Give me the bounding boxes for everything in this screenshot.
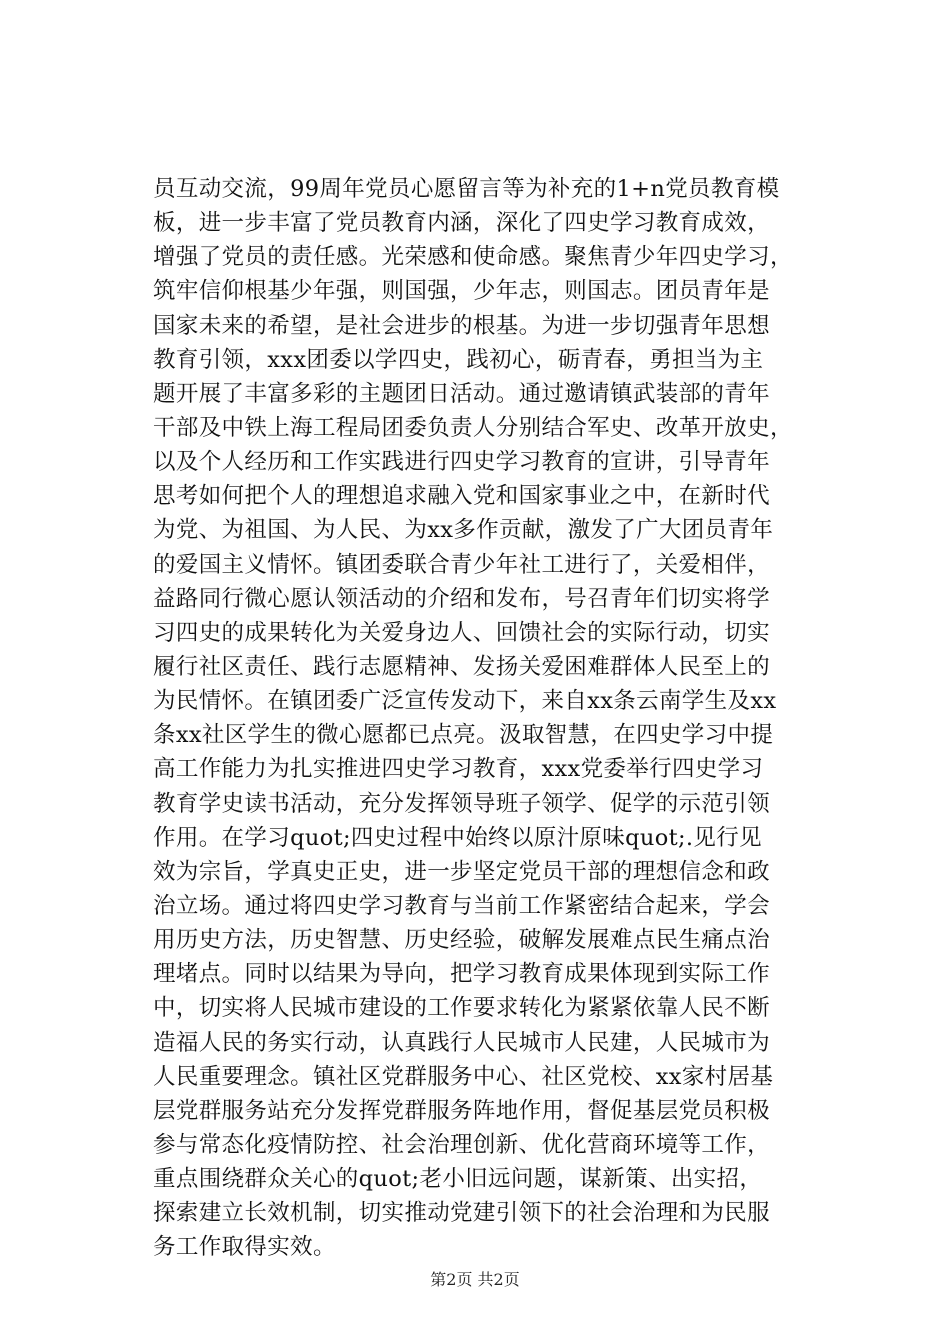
text-line: 板，进一步丰富了党员教育内涵，深化了四史学习教育成效， [153,210,770,237]
text-line: 思考如何把个人的理想追求融入党和国家事业之中，在新时代 [153,483,770,510]
text-line: 理堵点。同时以结果为导向，把学习教育成果体现到实际工作 [153,961,770,988]
text-line: 干部及中铁上海工程局团委负责人分别结合军史、改革开放史， [153,414,793,441]
text-line: 以及个人经历和工作实践进行四史学习教育的宣讲，引导青年 [153,449,770,476]
text-line: 员互动交流，99周年党员心愿留言等为补充的1+n党员教育模 [153,176,780,202]
text-line: 中，切实将人民城市建设的工作要求转化为紧紧依靠人民不断 [153,995,770,1022]
text-line: 为党、为祖国、为人民、为xx多作贡献，激发了广大团员青年 [153,517,774,544]
text-line: 治立场。通过将四史学习教育与当前工作紧密结合起来，学会 [153,892,770,919]
text-line: 效为宗旨，学真史正史，进一步坚定党员干部的理想信念和政 [153,858,770,885]
text-line: 条xx社区学生的微心愿都已点亮。汲取智慧，在四史学习中提 [153,722,774,749]
page-number-footer: 第2页 共2页 [430,1270,520,1289]
text-line: 教育引领，xxx团委以学四史，践初心，砺青春，勇担当为主 [153,346,764,373]
text-line: 探索建立长效机制，切实推动党建引领下的社会治理和为民服 [153,1200,770,1227]
text-line: 参与常态化疫情防控、社会治理创新、优化营商环境等工作， [153,1131,770,1158]
text-line: 国家未来的希望，是社会进步的根基。为进一步切强青年思想 [153,312,770,339]
text-line: 用历史方法，历史智慧、历史经验，破解发展难点民生痛点治 [153,927,770,954]
text-line: 造福人民的务实行动，认真践行人民城市人民建，人民城市为 [153,1029,770,1056]
text-line: 益路同行微心愿认领活动的介绍和发布，号召青年们切实将学 [153,585,770,612]
text-line: 人民重要理念。镇社区党群服务中心、社区党校、xx家村居基 [153,1063,774,1090]
text-line: 重点围绕群众关心的quot;老小旧远问题，谋新策、出实招， [153,1166,763,1193]
text-line: 层党群服务站充分发挥党群服务阵地作用，督促基层党员积极 [153,1097,770,1124]
text-line: 务工作取得实效。 [153,1234,336,1261]
text-line: 履行社区责任、践行志愿精神、发扬关爱困难群体人民至上的 [153,653,770,680]
body-paragraph [153,172,833,1265]
text-line: 的爱国主义情怀。镇团委联合青少年社工进行了，关爱相伴， [153,551,770,578]
text-line: 教育学史读书活动，充分发挥领导班子领学、促学的示范引领 [153,790,770,817]
text-line: 作用。在学习quot;四史过程中始终以原汁原味quot;.见行见 [153,824,762,851]
text-line: 筑牢信仰根基少年强，则国强，少年志，则国志。团员青年是 [153,278,770,305]
text-line: 高工作能力为扎实推进四史学习教育，xxx党委举行四史学习 [153,756,764,783]
text-line: 增强了党员的责任感。光荣感和使命感。聚焦青少年四史学习， [153,244,793,271]
text-line: 题开展了丰富多彩的主题团日活动。通过邀请镇武装部的青年 [153,380,770,407]
text-line: 为民情怀。在镇团委广泛宣传发动下，来自xx条云南学生及xx [153,688,777,715]
text-line: 习四史的成果转化为关爱身边人、回馈社会的实际行动，切实 [153,619,770,646]
